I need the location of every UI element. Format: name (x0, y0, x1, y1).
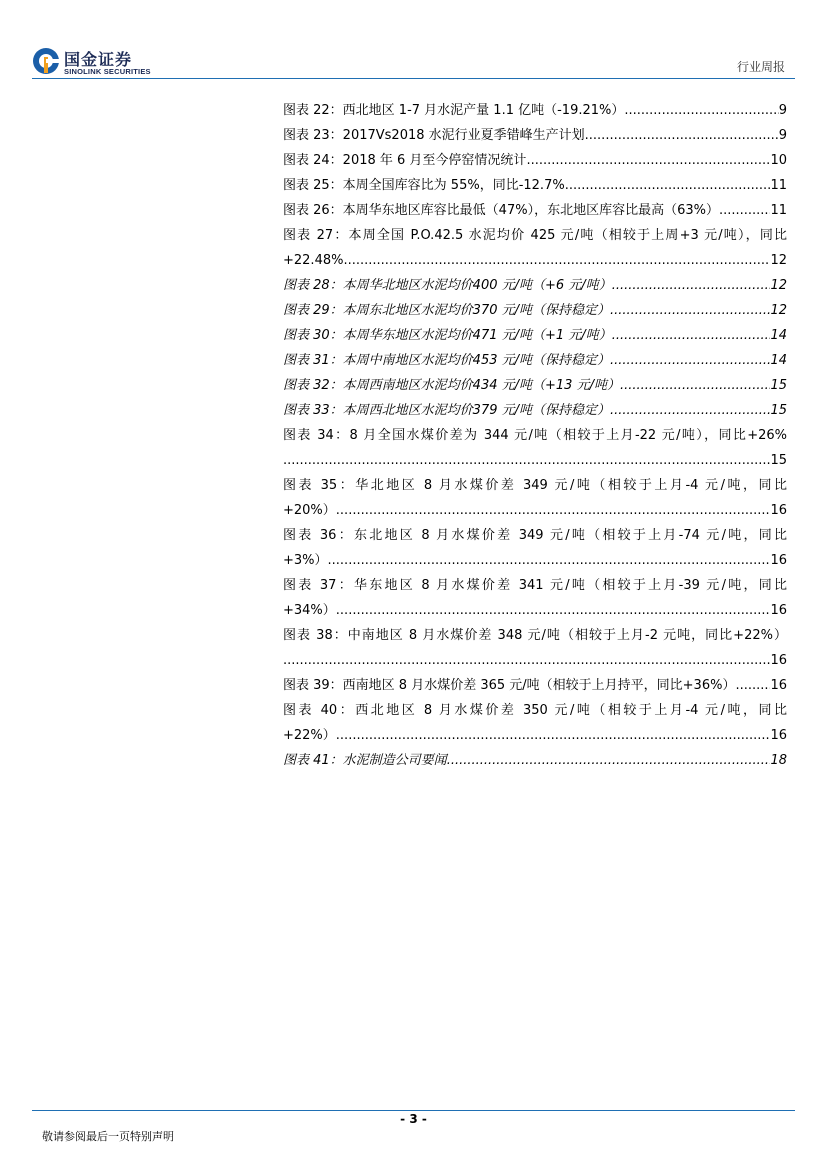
toc-entry[interactable] (283, 623, 787, 673)
toc-entry-page: 16 (770, 653, 787, 668)
toc-entry-title: 图表 26：本周华东地区库容比最低（47%），东北地区库容比最高（63%） (283, 203, 719, 218)
toc-entry-title: 图表 27：本周全国 P.O.42.5 水泥均价 425 元/吨（相较于上周+3 元/吨），同比 (283, 228, 787, 243)
toc-entry-title: 图表 30：本周华东地区水泥均价471 元/吨（+1 元/吨） (283, 328, 612, 343)
toc-entry-title: 图表 35：华北地区 8 月水煤价差 349 元/吨（相较于上月-4 元/吨，同比 (283, 478, 787, 493)
toc-entry[interactable] (283, 123, 787, 148)
toc-entry-page: 15 (770, 378, 787, 393)
toc-entry-page: 16 (770, 503, 787, 518)
toc-entry-page: 12 (770, 303, 787, 318)
toc-entry-page: 9 (778, 128, 787, 143)
toc-leader-dots (283, 448, 770, 473)
toc-leader-dots (620, 373, 771, 398)
report-type: 行业周报 (736, 60, 785, 74)
toc-entry[interactable] (283, 348, 787, 373)
toc-entry-page: 16 (770, 678, 787, 693)
toc-entry[interactable] (283, 148, 787, 173)
toc-entry-page: 12 (770, 253, 787, 268)
logo-english-name: SINOLINK SECURITIES (64, 67, 151, 76)
toc-leader-dots (612, 273, 771, 298)
toc-entry-title-continued: +22%） (283, 728, 336, 743)
toc-leader-dots (283, 648, 770, 673)
toc-entry-page: 14 (770, 353, 787, 368)
sinolink-logo-icon (32, 47, 60, 75)
toc-entry[interactable] (283, 673, 787, 698)
toc-entry-title: 图表 34：8 月全国水煤价差为 344 元/吨（相较于上月-22 元/吨），同比+26% (283, 428, 787, 443)
toc-entry-page: 11 (770, 178, 787, 193)
toc-leader-dots (624, 98, 778, 123)
page-header (0, 0, 827, 80)
toc-entry-title-continued: +3%） (283, 553, 328, 568)
toc-entry[interactable] (283, 173, 787, 198)
toc-leader-dots (719, 198, 770, 223)
toc-entry-title: 图表 39：西南地区 8 月水煤价差 365 元/吨（相较于上月持平，同比+36%） (283, 678, 736, 693)
toc-entry-title: 图表 38：中南地区 8 月水煤价差 348 元/吨（相较于上月-2 元吨，同比+22%） (283, 628, 787, 643)
toc-entry-title: 图表 24：2018 年 6 月至今停窑情况统计 (283, 153, 527, 168)
toc-entry[interactable] (283, 198, 787, 223)
toc-entry-page: 10 (770, 153, 787, 168)
toc-entry[interactable] (283, 573, 787, 623)
toc-entry-page: 16 (770, 728, 787, 743)
toc-entry[interactable] (283, 273, 787, 298)
toc-leader-dots (336, 598, 771, 623)
toc-entry-title: 图表 29：本周东北地区水泥均价370 元/吨（保持稳定） (283, 303, 610, 318)
toc-leader-dots (612, 323, 771, 348)
toc-entry-page: 15 (770, 403, 787, 418)
toc-entry-title: 图表 36：东北地区 8 月水煤价差 349 元/吨（相较于上月-74 元/吨，同比 (283, 528, 787, 543)
toc-entry-title: 图表 28：本周华北地区水泥均价400 元/吨（+6 元/吨） (283, 278, 612, 293)
toc-leader-dots (526, 148, 770, 173)
toc-entry[interactable] (283, 323, 787, 348)
toc-leader-dots (343, 248, 770, 273)
toc-entry-page: 9 (778, 103, 787, 118)
toc-entry-page: 16 (770, 603, 787, 618)
toc-entry-title: 图表 22：西北地区 1-7 月水泥产量 1.1 亿吨（-19.21%） (283, 103, 625, 118)
toc-entry-title: 图表 23：2017Vs2018 水泥行业夏季错峰生产计划 (283, 128, 585, 143)
toc-entry-title: 图表 32：本周西南地区水泥均价434 元/吨（+13 元/吨） (283, 378, 620, 393)
toc-leader-dots (610, 398, 770, 423)
toc-entry-page: 18 (770, 753, 787, 768)
toc-leader-dots (610, 298, 770, 323)
header-divider (32, 78, 795, 79)
toc-entry-title: 图表 33：本周西北地区水泥均价379 元/吨（保持稳定） (283, 403, 610, 418)
toc-entry-title-continued: +34%） (283, 603, 336, 618)
toc-entry-title: 图表 41：水泥制造公司要闻 (283, 753, 447, 768)
page-number: - 3 - (400, 1112, 427, 1126)
toc-entry[interactable] (283, 398, 787, 423)
table-of-figures (283, 98, 787, 773)
toc-entry[interactable] (283, 98, 787, 123)
logo-chinese-name: 国金证券 (64, 50, 133, 69)
toc-entry[interactable] (283, 223, 787, 273)
toc-entry[interactable] (283, 373, 787, 398)
toc-entry[interactable] (283, 423, 787, 473)
toc-entry-title-continued: +20%） (283, 503, 336, 518)
toc-entry-title: 图表 31：本周中南地区水泥均价453 元/吨（保持稳定） (283, 353, 610, 368)
company-logo (32, 47, 162, 81)
toc-entry[interactable] (283, 523, 787, 573)
toc-leader-dots (447, 748, 771, 773)
toc-leader-dots (328, 548, 771, 573)
toc-leader-dots (735, 673, 770, 698)
toc-leader-dots (585, 123, 779, 148)
toc-entry[interactable] (283, 698, 787, 748)
toc-leader-dots (610, 348, 770, 373)
footer-divider (32, 1110, 795, 1111)
toc-entry-title-continued: +22.48% (283, 253, 344, 268)
toc-leader-dots (565, 173, 771, 198)
toc-entry[interactable] (283, 298, 787, 323)
disclaimer-note: 敬请参阅最后一页特别声明 (42, 1130, 174, 1143)
toc-entry-page: 14 (770, 328, 787, 343)
toc-leader-dots (336, 498, 771, 523)
toc-leader-dots (336, 723, 771, 748)
toc-entry-title: 图表 37：华东地区 8 月水煤价差 341 元/吨（相较于上月-39 元/吨，同比 (283, 578, 787, 593)
toc-entry-page: 15 (770, 453, 787, 468)
toc-entry-title: 图表 40：西北地区 8 月水煤价差 350 元/吨（相较于上月-4 元/吨，同比 (283, 703, 787, 718)
toc-entry-title: 图表 25：本周全国库容比为 55%，同比-12.7% (283, 178, 565, 193)
toc-entry-page: 12 (770, 278, 787, 293)
toc-entry[interactable] (283, 748, 787, 773)
toc-entry-page: 11 (770, 203, 787, 218)
toc-entry[interactable] (283, 473, 787, 523)
toc-entry-page: 16 (770, 553, 787, 568)
